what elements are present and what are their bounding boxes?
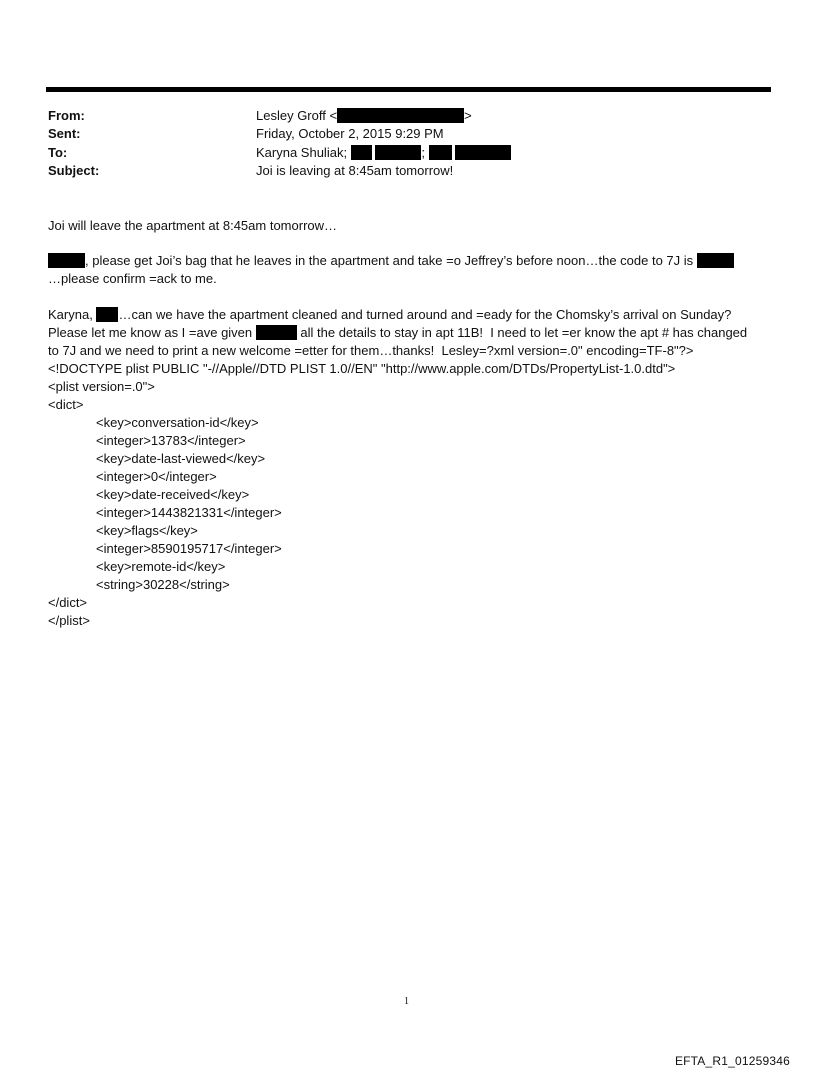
to-label: To: [48,145,68,160]
to-name: Karyna Shuliak; [256,145,348,160]
from-name: Lesley Groff < [256,108,338,123]
body-paragraph-3-line-2: Please let me know as I =ave given all the details to stay in apt 11B! I need to let =er know the apt # has changed [48,325,748,340]
plist-line: <key>flags</key> [96,523,198,538]
body-paragraph-3-line-1: Karyna, …can we have the apartment cleaned and turned around and =eady for the Chomsky’s arrival on Sunday? [48,307,732,322]
redaction-box [337,108,464,123]
plist-line: <key>remote-id</key> [96,559,226,574]
sent-label: Sent: [48,126,81,141]
plist-line: <key>date-last-viewed</key> [96,451,266,466]
plist-line: <integer>13783</integer> [96,433,246,448]
subject-value: Joi is leaving at 8:45am tomorrow! [256,163,454,178]
page-number: 1 [404,996,409,1007]
plist-line: <integer>1443821331</integer> [96,505,282,520]
to-separator: ; [421,145,425,160]
plist-line: <integer>0</integer> [96,469,217,484]
plist-line: <key>conversation-id</key> [96,415,259,430]
redaction-box [256,325,297,340]
dict-close: </dict> [48,595,88,610]
from-bracket: > [464,108,472,123]
body-paragraph-1: Joi will leave the apartment at 8:45am tomorrow… [48,218,338,233]
subject-label: Subject: [48,163,100,178]
from-label: From: [48,108,85,123]
plist-close: </plist> [48,613,90,628]
to-value [256,145,511,161]
plist-line: <integer>8590195717</integer> [96,541,282,556]
redaction-box [375,145,421,160]
redaction-box [351,145,372,160]
bates-number: EFTA_R1_01259346 [674,1054,790,1068]
plist-doctype: <!DOCTYPE plist PUBLIC "-//Apple//DTD PLIST 1.0//EN" "http://www.apple.com/DTDs/PropertyList-1.0.dtd"> [48,361,676,376]
body-paragraph-3-line-3: to 7J and we need to print a new welcome =etter for them…thanks! Lesley=?xml version=.0" encoding=TF-8"?> [48,343,694,358]
plist-open: <plist version=.0"> [48,379,155,394]
redaction-box [96,307,118,322]
plist-line: <key>date-received</key> [96,487,250,502]
from-value [256,108,472,124]
dict-open: <dict> [48,397,84,412]
redaction-box [48,253,85,268]
plist-line: <string>30228</string> [96,577,230,592]
sent-value: Friday, October 2, 2015 9:29 PM [256,126,444,141]
redaction-box [429,145,452,160]
redaction-box [697,253,734,268]
header-rule [46,87,771,92]
body-paragraph-2-line-2: …please confirm =ack to me. [48,271,217,286]
redaction-box [455,145,511,160]
body-paragraph-2-line-1: , please get Joi’s bag that he leaves in the apartment and take =o Jeffrey’s before noon…the code to 7J is [48,253,734,269]
